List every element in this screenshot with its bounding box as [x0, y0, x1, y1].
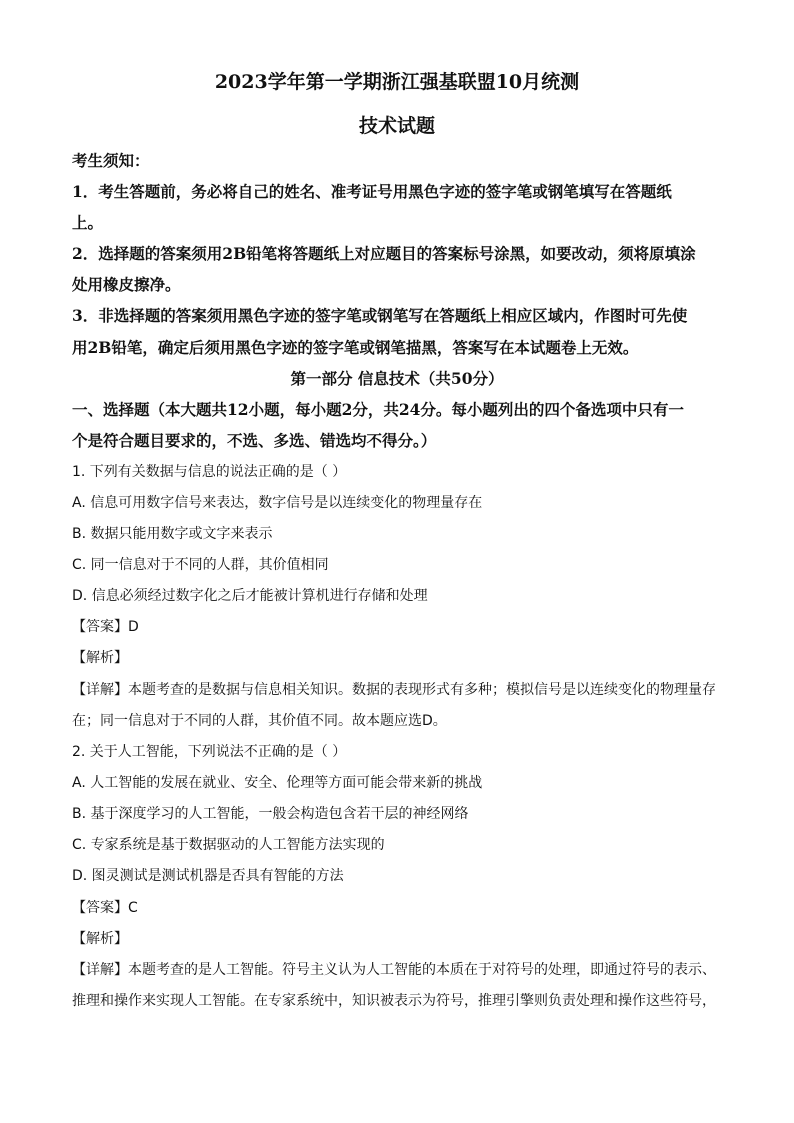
notice-item-3-line-1: 3．非选择题的答案须用黑色字迹的签字笔或钢笔写在答题纸上相应区域内，作图时可先使 [72, 306, 688, 325]
section-instructions-line-1: 一、选择题（本大题共12小题，每小题2分，共24分。每小题列出的四个备选项中只有一 [72, 400, 684, 419]
question-1-option-d: D. 信息必须经过数字化之后才能被计算机进行存储和处理 [72, 588, 428, 604]
question-1-detail-line-2: 在；同一信息对于不同的人群，其价值不同。故本题应选D。 [72, 713, 447, 729]
notice-heading: 考生须知： [72, 151, 150, 170]
question-1-option-a: A. 信息可用数字信号来表达，数字信号是以连续变化的物理量存在 [72, 495, 483, 511]
question-1-option-b: B. 数据只能用数字或文字来表示 [72, 526, 273, 542]
question-2-option-a: A. 人工智能的发展在就业、安全、伦理等方面可能会带来新的挑战 [72, 775, 483, 791]
part-heading: 第一部分 信息技术（共50分） [290, 369, 504, 388]
question-1-detail-line-1: 【详解】本题考查的是数据与信息相关知识。数据的表现形式有多种；模拟信号是以连续变化的物理量存 [72, 682, 716, 698]
notice-item-2-line-2: 处用橡皮擦净。 [72, 275, 181, 294]
question-1-stem: 1. 下列有关数据与信息的说法正确的是（ ） [72, 464, 347, 480]
notice-item-2-line-1: 2．选择题的答案须用2B铅笔将答题纸上对应题目的答案标号涂黑，如要改动，须将原填涂 [72, 244, 696, 263]
question-2-detail-line-2: 推理和操作来实现人工智能。在专家系统中，知识被表示为符号，推理引擎则负责处理和操作这些符号， [72, 993, 716, 1009]
notice-item-1-line-1: 1．考生答题前，务必将自己的姓名、准考证号用黑色字迹的签字笔或钢笔填写在答题纸 [72, 182, 672, 201]
exam-subtitle: 技术试题 [358, 115, 435, 137]
question-2-stem: 2. 关于人工智能，下列说法不正确的是（ ） [72, 744, 347, 760]
question-1-option-c: C. 同一信息对于不同的人群，其价值相同 [72, 557, 329, 573]
notice-item-3-line-2: 用2B铅笔，确定后须用黑色字迹的签字笔或钢笔描黑，答案写在本试题卷上无效。 [72, 338, 639, 357]
section-instructions-line-2: 个是符合题目要求的，不选、多选、错选均不得分。） [72, 431, 437, 450]
question-2-answer: 【答案】C [72, 900, 138, 916]
exam-title: 2023学年第一学期浙江强基联盟10月统测 [214, 71, 580, 93]
question-2-option-b: B. 基于深度学习的人工智能，一般会构造包含若干层的神经网络 [72, 806, 469, 822]
question-1-answer: 【答案】D [72, 619, 139, 635]
question-2-option-d: D. 图灵测试是测试机器是否具有智能的方法 [72, 868, 344, 884]
question-2-option-c: C. 专家系统是基于数据驱动的人工智能方法实现的 [72, 837, 385, 853]
question-2-analysis-label: 【解析】 [72, 931, 128, 947]
notice-item-1-line-2: 上。 [72, 213, 104, 232]
question-2-detail-line-1: 【详解】本题考查的是人工智能。符号主义认为人工智能的本质在于对符号的处理，即通过符号的表示、 [72, 962, 716, 978]
question-1-analysis-label: 【解析】 [72, 650, 128, 666]
